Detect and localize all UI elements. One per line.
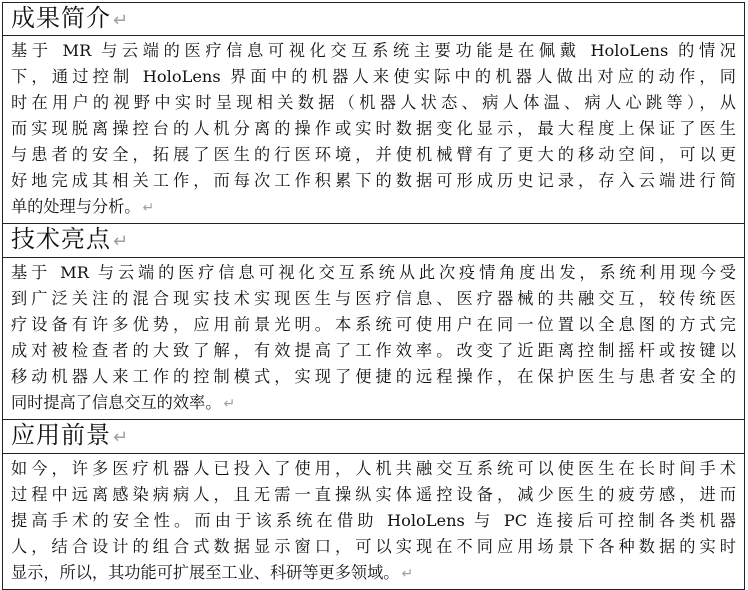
paragraph-line: 到广泛关注的混合现实技术实现医生与医疗信息、医疗器械的共融交互，较传统医 (11, 289, 736, 308)
paragraph-line: 如今，许多医疗机器人已投入了使用，人机共融交互系统可以使医生在长时间手术 (11, 459, 736, 478)
section-heading-row (2, 2, 745, 36)
paragraph-mark-icon: ↵ (113, 427, 130, 448)
section-heading-row (2, 224, 745, 258)
paragraph-mark-icon: ↵ (113, 9, 130, 31)
section-paragraph (11, 260, 736, 416)
paragraph-line: 显示，所以，其功能可扩展至工业、科研等更多领域。 ↵ (11, 563, 414, 582)
paragraph-line: 单的处理与分析。 ↵ (11, 197, 155, 216)
section-body-row (2, 454, 745, 590)
section-body-row (2, 36, 745, 224)
section-heading: 成果简介 ↵ (11, 3, 130, 32)
section-heading: 技术亮点 ↵ (11, 225, 130, 253)
paragraph-mark-icon: ↵ (113, 231, 130, 252)
paragraph-end-mark-icon: ↵ (401, 566, 414, 582)
paragraph-line: 疗设备有许多优势，应用前景光明。本系统可使用户在同一位置以全息图的方式完 (11, 315, 736, 334)
paragraph-line: 提高手术的安全性。而由于该系统在借助 HoloLens 与 PC 连接后可控制各类机器 (11, 511, 736, 530)
section-paragraph (11, 38, 736, 220)
paragraph-line: 人，结合设计的组合式数据显示窗口，可以实现在不同应用场景下各种数据的实时 (11, 537, 736, 556)
paragraph-end-mark-icon: ↵ (223, 396, 236, 412)
section-body-row (2, 258, 745, 420)
section-paragraph (11, 456, 736, 586)
section-heading-row (2, 420, 745, 454)
paragraph-line: 基于 MR 与云端的医疗信息可视化交互系统从此次疫情角度出发，系统利用现今受 (11, 263, 736, 282)
paragraph-line: 时在用户的视野中实时呈现相关数据（机器人状态、病人体温、病人心跳等），从 (11, 93, 736, 112)
paragraph-line: 而实现脱离操控台的人机分离的操作或实时数据变化显示，最大程度上保证了医生 (11, 119, 736, 138)
paragraph-line: 与患者的安全，拓展了医生的行医环境，并使机械臂有了更大的移动空间，可以更 (11, 145, 736, 164)
paragraph-line: 基于 MR 与云端的医疗信息可视化交互系统主要功能是在佩戴 HoloLens 的情况 (11, 41, 736, 60)
paragraph-line: 成对被检查者的大致了解，有效提高了工作效率。改变了近距离控制摇杆或按键以 (11, 341, 736, 360)
paragraph-line: 好地完成其相关工作，而每次工作积累下的数据可形成历史记录，存入云端进行简 (11, 171, 736, 190)
paragraph-line: 同时提高了信息交互的效率。 ↵ (11, 393, 236, 412)
document-table (2, 2, 745, 590)
section-heading: 应用前景 ↵ (11, 421, 130, 449)
paragraph-line: 下，通过控制 HoloLens 界面中的机器人来使实际中的机器人做出对应的动作，同 (11, 67, 736, 86)
paragraph-line: 过程中远离感染病病人，且无需一直操纵实体遥控设备，减少医生的疲劳感，进而 (11, 485, 736, 504)
paragraph-line: 移动机器人来工作的控制模式，实现了便捷的远程操作，在保护医生与患者安全的 (11, 367, 736, 386)
paragraph-end-mark-icon: ↵ (142, 200, 155, 216)
